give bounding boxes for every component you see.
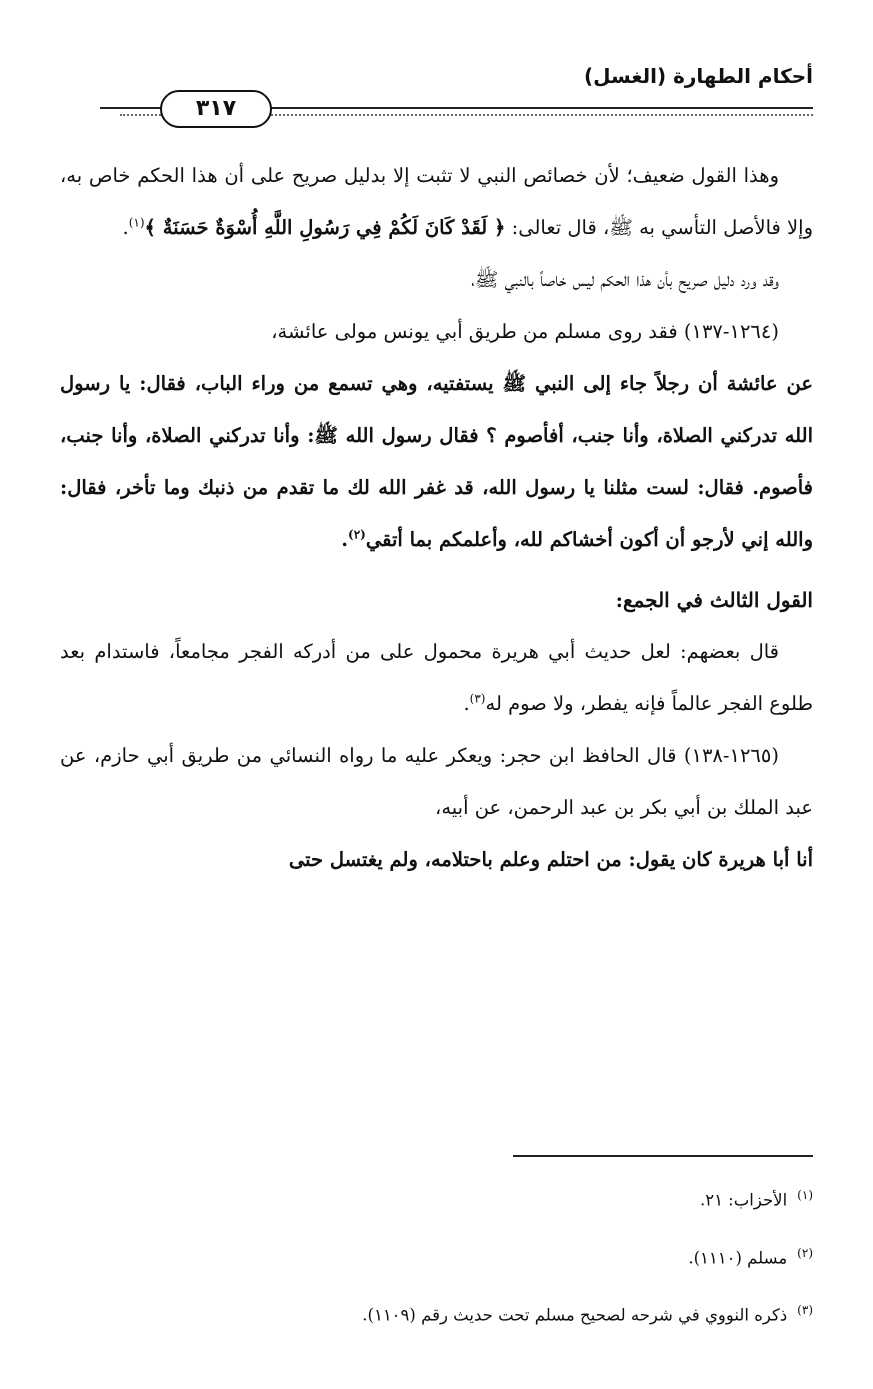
footnote-1-text: الأحزاب: ٢١. xyxy=(699,1190,788,1210)
footnote-1 xyxy=(60,1169,813,1227)
hadith-text-body: عن عائشة أن رجلاً جاء إلى النبي ﷺ يستفتيه، وهي تسمع من وراء الباب، فقال: يا رسول الله تدركني الصلاة، وأنا جنب، أفأصوم ؟ فقال رسول الله ﷺ: وأنا تدركني الصلاة، وأنا جنب، فأصوم. فقال: لست مثلنا يا رسول الله، قد غفر الله لك ما تقدم من ذنبك وما تأخر، فقال: والله إني لأرجو أن أكون أخشاكم لله، وأعلمكم بما أتقي xyxy=(60,372,813,551)
footnote-2 xyxy=(60,1227,813,1285)
paragraph-1-text: وهذا القول ضعيف؛ لأن خصائص النبي لا تثبت إلا بدليل صريح على أن هذا الحكم خاص به، وإلا فالأصل التأسي به ﷺ، قال تعالى: xyxy=(60,164,813,239)
footnote-3-text: ذكره النووي في شرحه لصحيح مسلم تحت حديث رقم (١١٠٩). xyxy=(362,1305,788,1325)
footnotes xyxy=(60,1155,813,1342)
footnote-1-mark: (١) xyxy=(797,1188,813,1202)
section-title: القول الثالث في الجمع: xyxy=(615,588,813,612)
footnote-ref-2: (٢) xyxy=(348,527,366,542)
paragraph-2: وقد ورد دليل صريح بأن هذا الحكم ليس خاصاً بالنبي ﷺ، xyxy=(471,268,779,291)
hadith-text xyxy=(60,358,813,566)
paragraph-5 xyxy=(60,626,813,730)
paragraph-1-end: . xyxy=(122,216,129,239)
paragraph-5-end: . xyxy=(463,692,470,715)
footnote-rule xyxy=(513,1155,813,1157)
footnote-ref-3: (٣) xyxy=(469,691,486,706)
paragraph-6: (١٢٦٥-١٣٨) قال الحافظ ابن حجر: ويعكر عليه ما رواه النسائي من طريق أبي حازم، عن عبد الملك بن أبي بكر بن عبد الرحمن، عن أبيه، xyxy=(60,744,813,819)
hadith-text-end: . xyxy=(341,528,349,551)
page-number: ٣١٧ xyxy=(160,90,272,128)
page-header xyxy=(60,62,813,142)
footnote-2-text: مسلم (١١١٠). xyxy=(688,1248,788,1267)
running-title: أحكام الطهارة (الغسل) xyxy=(583,64,813,88)
footnote-2-mark: (٢) xyxy=(797,1245,813,1260)
footnote-ref-1: (١) xyxy=(128,215,145,230)
main-text xyxy=(60,150,813,886)
footnote-3-mark: (٣) xyxy=(797,1303,813,1317)
quran-verse: ﴿ لَقَدْ كَانَ لَكُمْ فِي رَسُولِ اللَّهِ أُسْوَةٌ حَسَنَةٌ ﴾ xyxy=(144,216,506,239)
footnote-3 xyxy=(60,1284,813,1342)
paragraph-3: (١٢٦٤-١٣٧) فقد روى مسلم من طريق أبي يونس مولى عائشة، xyxy=(271,320,779,343)
paragraph-1 xyxy=(60,150,813,254)
paragraph-7: أنا أبا هريرة كان يقول: من احتلم وعلم باحتلامه، ولم يغتسل حتى xyxy=(288,848,813,871)
paragraph-5-text: قال بعضهم: لعل حديث أبي هريرة محمول على من أدركه الفجر مجامعاً، فاستدام بعد طلوع الفجر عالماً فإنه يفطر، ولا صوم له xyxy=(60,640,813,715)
